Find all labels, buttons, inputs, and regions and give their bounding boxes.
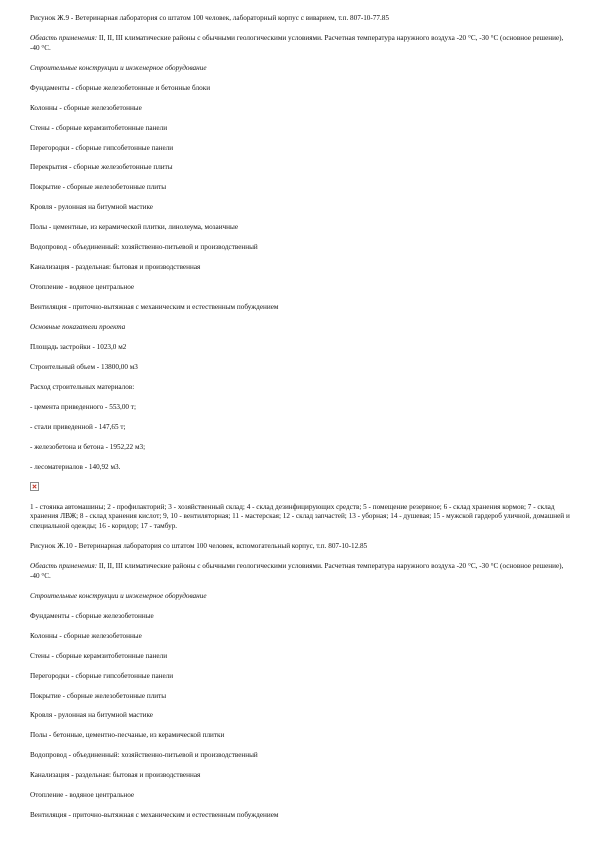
indicator-volume: Строительный объем - 13800,00 м3	[30, 363, 138, 372]
item-roof-slabs: Покрытие - сборные железобетонные плиты	[30, 183, 167, 192]
item-floors-slabs: Перекрытия - сборные железобетонные плиты	[30, 163, 173, 172]
scope-paragraph	[30, 34, 570, 53]
scope-paragraph-2	[30, 562, 570, 581]
item-partitions: Перегородки - сборные гипсобетонные панели	[30, 143, 174, 152]
broken-image-icon[interactable]	[30, 482, 39, 491]
structures-heading-2	[30, 592, 570, 602]
figure-legend: 1 - стоянка автомашины; 2 - профилакторий; 3 - хозяйственный склад; 4 - склад дезинфицирующих средств; 5 - помещение резервное; 6 - склад хранения кормов; 7 - склад хранения ЛВЖ; 8 - склад хранения кислот; 9, 10 - вентиляторная; 11 - мастерская; 12 - склад запчастей; 13 - уборная; 14 - душевая; 15 - мужской гардероб уличной, домашней и специальной одежды; 16 - коридор; 17 - тамбур.	[30, 502, 570, 531]
item-columns: Колонны - сборные железобетонные	[30, 103, 142, 112]
item-floors: Полы - цементные, из керамической плитки, линолеума, мозаичные	[30, 223, 239, 232]
item-foundations: Фундаменты - сборные железобетонные и бетонные блоки	[30, 83, 211, 92]
structures-heading-text-2: Строительные конструкции и инженерное оборудование	[30, 591, 207, 600]
document-page	[30, 14, 570, 821]
scope-label-2: Область применения:	[30, 562, 98, 570]
item2-water-supply: Водопровод - объединенный: хозяйственно-питьевой и производственный	[30, 751, 258, 760]
indicator-concrete: - железобетона и бетона - 1952,22 м3;	[30, 443, 146, 452]
indicator-timber: - лесоматериалов - 140,92 м3.	[30, 463, 121, 472]
structures-heading-text: Строительные конструкции и инженерное оборудование	[30, 63, 207, 72]
indicators-heading-text: Основные показатели проекта	[30, 323, 126, 332]
item2-walls: Стены - сборные керамзитобетонные панели	[30, 651, 168, 660]
item-roofing: Кровля - рулонная на битумной мастике	[30, 203, 153, 212]
item2-partitions: Перегородки - сборные гипсобетонные панели	[30, 671, 174, 680]
indicators-heading	[30, 323, 570, 333]
item2-columns: Колонны - сборные железобетонные	[30, 631, 142, 640]
item2-roofing: Кровля - рулонная на битумной мастике	[30, 711, 153, 720]
item-walls: Стены - сборные керамзитобетонные панели	[30, 123, 168, 132]
scope-text-2: II, II, III климатические районы с обычными геологическими условиями. Расчетная температура наружного воздуха -20 °С, -30 °С (основное решение), -40 °С.	[30, 562, 564, 580]
indicator-area: Площадь застройки - 1023,0 м2	[30, 343, 127, 352]
item2-floors: Полы - бетонные, цементно-песчаные, из керамической плитки	[30, 731, 225, 740]
figure-caption-zh10: Рисунок Ж.10 - Ветеринарная лаборатория со штатом 100 человек, вспомогательный корпус, т.п. 807-10-12.85	[30, 542, 368, 551]
indicator-steel: - стали приведенной - 147,65 т;	[30, 423, 126, 432]
indicator-cement: - цемента приведенного - 553,00 т;	[30, 403, 136, 412]
item2-sewerage: Канализация - раздельная: бытовая и производственная	[30, 771, 201, 780]
structures-heading	[30, 64, 570, 74]
scope-text: II, II, III климатические районы с обычными геологическими условиями. Расчетная температура наружного воздуха -20 °С, -30 °С (основное решение), -40 °С.	[30, 33, 564, 52]
indicator-materials: Расход строительных материалов:	[30, 383, 135, 392]
item-ventilation: Вентиляция - приточно-вытяжная с механическим и естественным побуждением	[30, 303, 279, 312]
figure-caption-zh9: Рисунок Ж.9 - Ветеринарная лаборатория со штатом 100 человек, лабораторный корпус с виварием, т.п. 807-10-77.85	[30, 14, 389, 22]
item-sewerage: Канализация - раздельная: бытовая и производственная	[30, 263, 201, 272]
item-heating: Отопление - водяное центральное	[30, 283, 135, 292]
item2-foundations: Фундаменты - сборные железобетонные	[30, 611, 154, 620]
scope-label: Область применения:	[30, 33, 98, 42]
item2-heating: Отопление - водяное центральное	[30, 791, 135, 800]
item2-roof-slabs: Покрытие - сборные железобетонные плиты	[30, 691, 167, 700]
item2-ventilation: Вентиляция - приточно-вытяжная с механическим и естественным побуждением	[30, 811, 279, 820]
item-water-supply: Водопровод - объединенный: хозяйственно-питьевой и производственный	[30, 243, 258, 252]
